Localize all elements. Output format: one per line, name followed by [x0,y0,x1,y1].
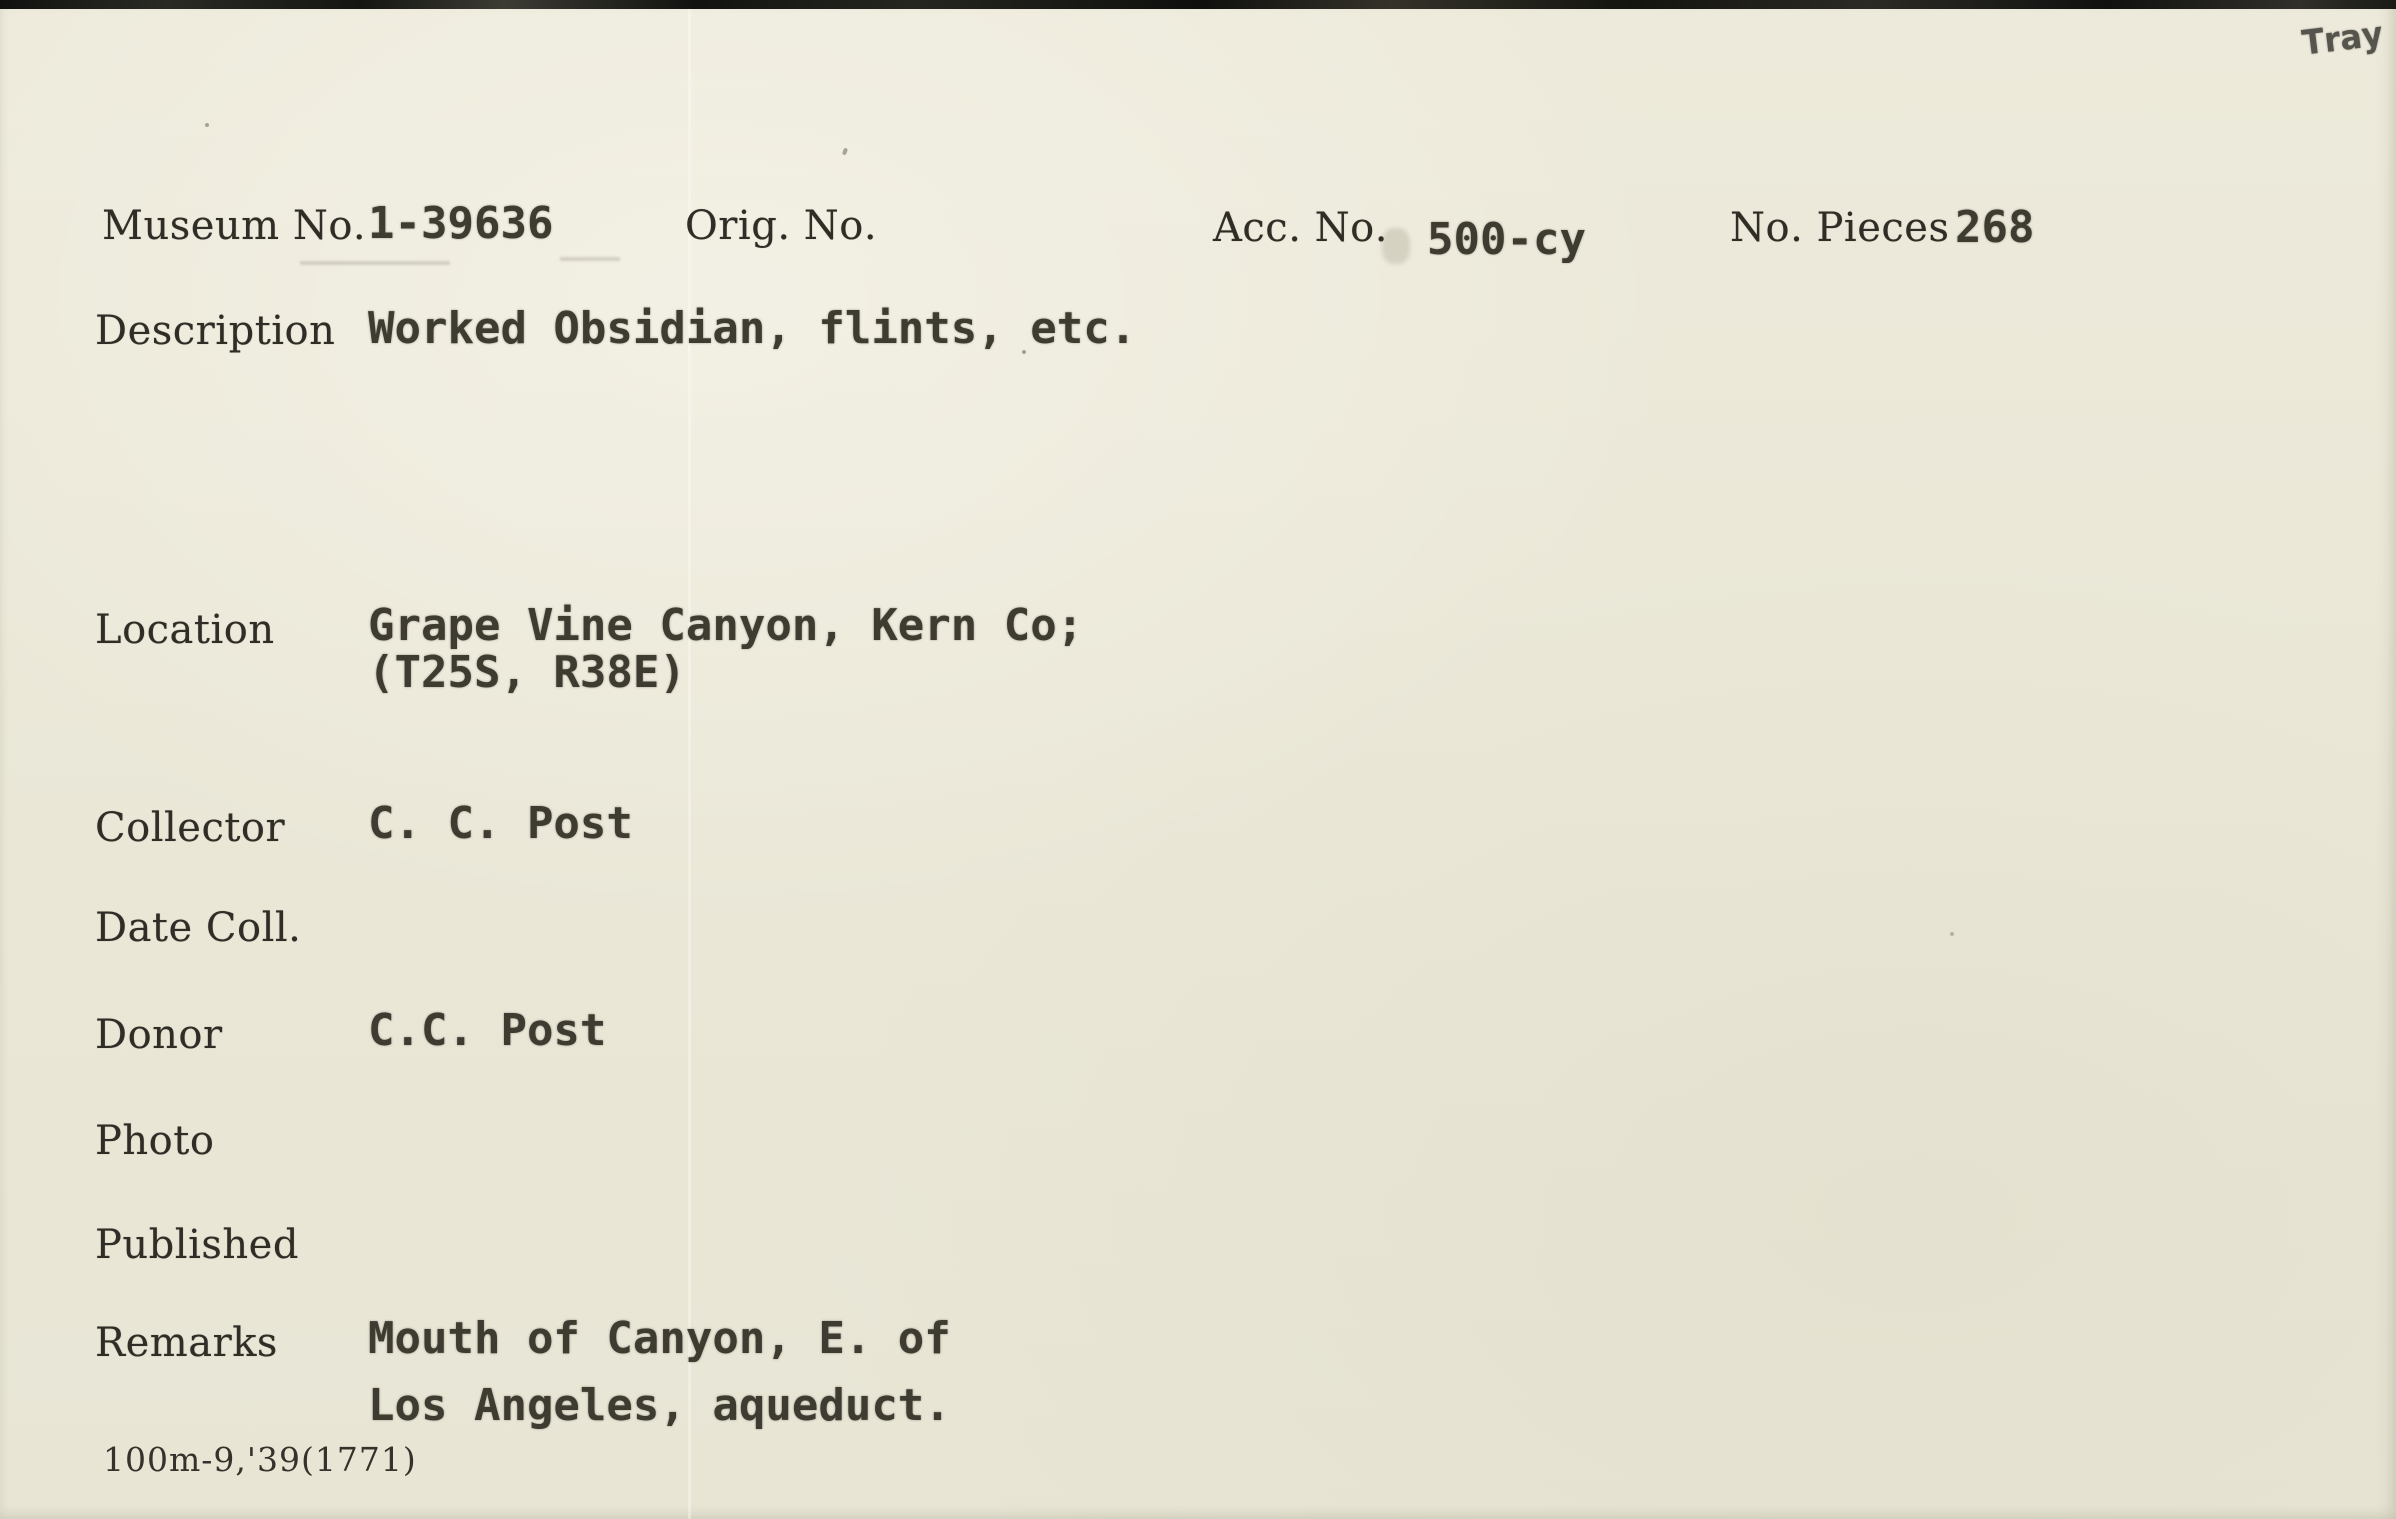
paper-speck [842,148,848,156]
tray-stamp: Tray [2300,14,2386,64]
donor-value: C.C. Post [368,1005,607,1056]
orig-no-label: Orig. No. [685,203,878,249]
remarks-label: Remarks [95,1320,278,1366]
collector-value: C. C. Post [368,798,633,849]
description-label: Description [95,308,336,354]
acc-no-label: Acc. No. [1213,205,1388,251]
location-label: Location [95,607,275,653]
published-label: Published [95,1222,299,1268]
donor-label: Donor [95,1012,223,1058]
ink-smudge [1382,228,1410,264]
ink-smudge [560,257,620,261]
collector-label: Collector [95,805,286,851]
paper-speck [1950,932,1954,936]
description-value: Worked Obsidian, flints, etc. [368,303,1137,354]
remarks-value-line-2: Los Angeles, aqueduct. [368,1380,951,1431]
no-pieces-value: 268 [1955,202,2035,253]
print-code: 100m-9,'39(1771) [103,1440,417,1479]
acc-no-value: 500-cy [1427,214,1586,265]
photo-label: Photo [95,1118,215,1164]
scan-top-edge [0,0,2396,9]
paper-speck [205,123,209,127]
museum-no-value: 1-39636 [368,198,554,249]
location-value-line-2: (T25S, R38E) [368,647,686,698]
location-value-line-1: Grape Vine Canyon, Kern Co; [368,600,1084,651]
ink-smudge [300,261,450,265]
museum-no-label: Museum No. [102,203,367,249]
no-pieces-label: No. Pieces [1730,205,1950,251]
paper-speck [1022,350,1026,354]
date-coll-label: Date Coll. [95,905,302,951]
remarks-value-line-1: Mouth of Canyon, E. of [368,1313,951,1364]
